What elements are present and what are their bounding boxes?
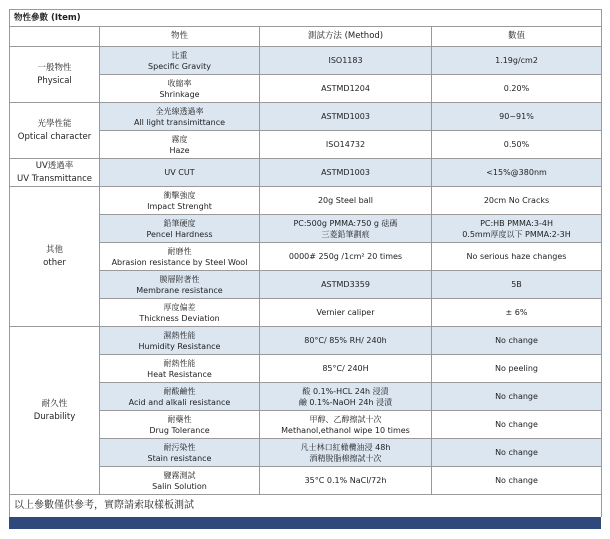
value-cell: 5B — [432, 271, 602, 299]
property-en: Specific Gravity — [148, 61, 211, 71]
method-cell: 35°C 0.1% NaCl/72h — [260, 467, 432, 495]
method-cell: 80°C/ 85% RH/ 240h — [260, 327, 432, 355]
property-en: Heat Resistance — [147, 369, 212, 379]
property-cell: UV CUT — [100, 159, 260, 187]
method-line: Methanol,ethanol wipe 10 times — [281, 425, 410, 435]
value-line: 0.5mm厚度以下 PMMA:2-3H — [462, 229, 571, 239]
property-en: Impact Strenght — [147, 201, 212, 211]
property-cell — [100, 47, 260, 75]
property-cell — [100, 103, 260, 131]
property-en: Thickness Deviation — [139, 313, 220, 323]
group-optical — [10, 103, 100, 159]
method-cell: 20g Steel ball — [260, 187, 432, 215]
group-label-zh: UV透過率 — [35, 160, 74, 171]
method-cell — [260, 383, 432, 411]
property-zh: 全光線透過率 — [155, 106, 204, 116]
property-zh: 鹽霧測試 — [163, 470, 196, 480]
footer-bar — [9, 517, 601, 529]
method-cell: ISO14732 — [260, 131, 432, 159]
group-label-en: UV Transmittance — [16, 173, 92, 184]
method-line: 酸 0.1%-HCL 24h 浸漬 — [302, 386, 389, 396]
method-cell: ASTMD3359 — [260, 271, 432, 299]
property-en: Membrane resistance — [136, 285, 223, 295]
group-other — [10, 187, 100, 327]
value-cell: No change — [432, 439, 602, 467]
property-cell — [100, 187, 260, 215]
group-uv — [10, 159, 100, 187]
method-cell — [260, 215, 432, 243]
value-cell: 0.50% — [432, 131, 602, 159]
property-zh: 比重 — [171, 50, 188, 60]
method-line: 三菱鉛筆劃痕 — [321, 229, 370, 239]
property-zh: 霧度 — [171, 134, 188, 144]
property-cell — [100, 215, 260, 243]
property-en: All light transimittance — [133, 117, 226, 127]
value-cell: No serious haze changes — [432, 243, 602, 271]
group-durability — [10, 327, 100, 495]
property-cell — [100, 327, 260, 355]
property-cell — [100, 271, 260, 299]
value-cell: 20cm No Cracks — [432, 187, 602, 215]
property-cell — [100, 411, 260, 439]
value-cell: No peeling — [432, 355, 602, 383]
method-line: 酒精脫脂棉擦試十次 — [309, 453, 382, 463]
value-cell: 90~91% — [432, 103, 602, 131]
method-line: 凡士林口紅橄欖油浸 48h — [300, 442, 391, 452]
property-en: Pencel Hardness — [146, 229, 213, 239]
header-value: 數值 — [432, 27, 602, 47]
property-zh: 耐磨性 — [167, 246, 192, 256]
property-cell — [100, 383, 260, 411]
property-cell — [100, 355, 260, 383]
method-line: 鹼 0.1%-NaOH 24h 浸漬 — [298, 397, 393, 407]
value-cell: 0.20% — [432, 75, 602, 103]
property-zh: 耐熱性能 — [163, 358, 196, 368]
value-cell: No change — [432, 467, 602, 495]
method-cell: 85°C/ 240H — [260, 355, 432, 383]
property-zh: 鉛筆硬度 — [163, 218, 196, 228]
header-method: 測試方法 (Method) — [260, 27, 432, 47]
property-cell — [100, 243, 260, 271]
property-zh: 耐藥性 — [167, 414, 192, 424]
property-cell — [100, 131, 260, 159]
value-cell: ± 6% — [432, 299, 602, 327]
header-empty — [10, 27, 100, 47]
property-en: Abrasion resistance by Steel Wool — [111, 257, 248, 267]
group-label-zh: 光學性能 — [37, 118, 72, 129]
value-cell: No change — [432, 327, 602, 355]
group-label-en: Physical — [37, 75, 72, 86]
group-label-zh: 一般物性 — [37, 62, 72, 73]
property-cell — [100, 75, 260, 103]
property-cell — [100, 439, 260, 467]
property-en: Haze — [169, 145, 190, 155]
method-cell: ASTMD1003 — [260, 103, 432, 131]
value-cell: 1.19g/cm2 — [432, 47, 602, 75]
group-label-zh: 其他 — [45, 244, 63, 255]
group-label-en: other — [43, 257, 66, 268]
property-en: Acid and alkali resistance — [128, 397, 231, 407]
value-cell: <15%@380nm — [432, 159, 602, 187]
method-cell: 0000# 250g /1cm² 20 times — [260, 243, 432, 271]
spec-table-container — [9, 9, 601, 517]
method-cell — [260, 439, 432, 467]
property-cell — [100, 467, 260, 495]
property-zh: 厚度偏差 — [163, 302, 196, 312]
property-zh: 濕熱性能 — [163, 330, 196, 340]
property-en: Shrinkage — [159, 89, 200, 99]
property-en: Drug Tolerance — [149, 425, 210, 435]
property-zh: 衝擊強度 — [163, 190, 196, 200]
group-label-en: Optical character — [17, 131, 92, 142]
method-line: 甲醇、乙醇擦試十次 — [309, 414, 382, 424]
group-label-zh: 耐久性 — [41, 398, 68, 409]
method-line: PC:500g PMMA:750 g 砝碼 — [293, 218, 398, 228]
value-cell: No change — [432, 383, 602, 411]
group-label-en: Durability — [33, 411, 76, 422]
method-cell: ASTMD1003 — [260, 159, 432, 187]
value-line: PC:HB PMMA:3-4H — [480, 218, 553, 228]
spec-table — [9, 9, 602, 517]
property-zh: 耐酸鹼性 — [163, 386, 196, 396]
method-cell — [260, 411, 432, 439]
method-cell: Vernier caliper — [260, 299, 432, 327]
property-zh: 收縮率 — [167, 78, 192, 88]
property-en: Salin Solution — [152, 481, 207, 491]
method-cell: ISO1183 — [260, 47, 432, 75]
header-property: 物性 — [100, 27, 260, 47]
property-zh: 耐污染性 — [163, 442, 196, 452]
property-en: Humidity Resistance — [138, 341, 221, 351]
group-general — [10, 47, 100, 103]
method-cell: ASTMD1204 — [260, 75, 432, 103]
value-cell: No change — [432, 411, 602, 439]
property-zh: 膜層附著性 — [159, 274, 200, 284]
footnote: 以上參數僅供參考，實際請索取樣板測試 — [10, 495, 602, 517]
table-title: 物性參數 (Item) — [10, 10, 602, 27]
property-cell — [100, 299, 260, 327]
value-cell — [432, 215, 602, 243]
property-en: Stain resistance — [147, 453, 212, 463]
